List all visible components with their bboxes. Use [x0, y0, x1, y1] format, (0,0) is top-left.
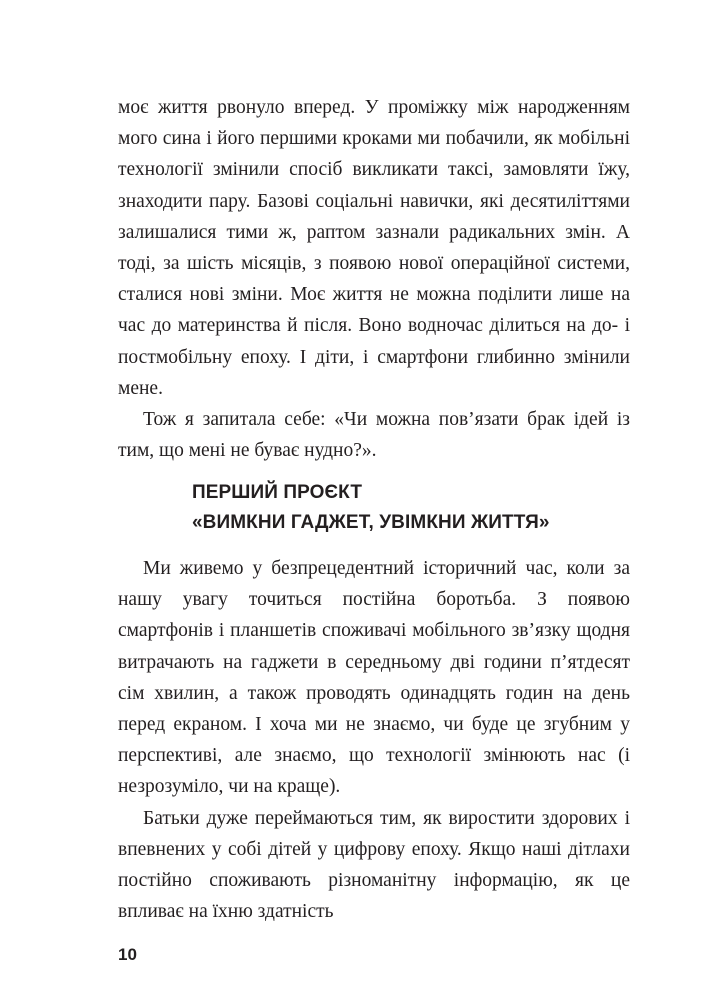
paragraph-question: Тож я запитала себе: «Чи можна пов’язати брак ідей із тим, що мені не буває нудно?». [118, 409, 630, 462]
section-heading-line-2: «ВИМКНИ ГАДЖЕТ, УВІМКНИ ЖИТТЯ» [192, 512, 550, 533]
intro-text [118, 92, 630, 466]
paragraph-parents: Батьки дуже переймаються тим, як виростити здорових і впевнених у собі дітей у цифрову епоху. Якщо наші дітлахи постійно споживають різноманітну інформацію, як це впливає на їхню здатність [118, 807, 630, 923]
page-number: 10 [118, 945, 137, 964]
section-heading [192, 478, 632, 538]
section-heading-line-1: ПЕРШИЙ ПРОЄКТ [192, 482, 363, 503]
paragraph-attention: Ми живемо у безпрецедентний історичний час, коли за нашу увагу точиться постійна боротьба. З появою смартфонів і планшетів споживачі мобільного зв’язку щодня витрачають на гаджети в середньому дві години п’ятдесят сім хвилин, а також проводять одинадцять годин на день перед екраном. І хоча ми не знаємо, чи буде це згубним у перспективі, але знаємо, що технології змінюють нас (і незрозуміло, чи на краще). [118, 558, 630, 798]
paragraph-continued: моє життя рвонуло вперед. У проміжку між народженням мого сина і його першими кроками ми побачили, як мобільні технології змінили спосіб викликати таксі, замовляти їжу, знаходити пару. Базові соціальні навички, які десятиліттями залишалися тими ж, раптом зазнали радикальних змін. А тоді, за шість місяців, з появою нової операційної системи, сталися нові зміни. Моє життя не можна поділити лише на час до материнства й після. Воно водночас ділиться на до- і постмобільну епоху. І діти, і смартфони глибинно змінили мене. [118, 97, 630, 399]
section-body [118, 553, 630, 927]
